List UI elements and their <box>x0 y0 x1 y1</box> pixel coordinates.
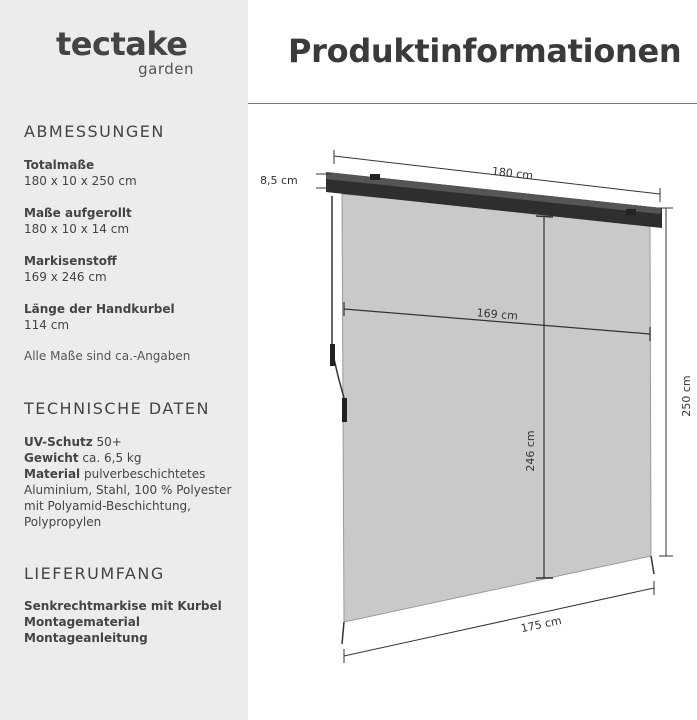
brand-sub: garden <box>138 60 194 78</box>
label-total-height: 250 cm <box>680 375 693 417</box>
delivery-item: Senkrechtmarkise mit Kurbel <box>24 599 222 613</box>
uv-value: 50+ <box>96 435 122 449</box>
brand-logo <box>56 25 196 78</box>
uv-row <box>24 434 239 450</box>
bottom-fixing-right <box>651 556 654 574</box>
crank-joint <box>330 344 335 366</box>
label-top-width: 180 cm <box>491 164 534 183</box>
spec-label: Totalmaße <box>24 158 95 172</box>
spec-item <box>24 253 234 285</box>
delivery-item: Montagematerial <box>24 615 141 629</box>
label-depth: 8,5 cm <box>260 174 298 187</box>
weight-row <box>24 450 239 466</box>
spec-value: 180 x 10 x 14 cm <box>24 222 130 236</box>
weight-label: Gewicht <box>24 451 79 465</box>
spec-value: 169 x 246 cm <box>24 270 107 284</box>
weight-value: ca. 6,5 kg <box>82 451 142 465</box>
spec-label: Länge der Handkurbel <box>24 302 175 316</box>
spec-label: Markisenstoff <box>24 254 117 268</box>
delivery-item: Montageanleitung <box>24 631 148 645</box>
bracket-right <box>626 209 636 215</box>
spec-item <box>24 301 234 333</box>
bracket-left <box>370 174 380 180</box>
label-bottom-width: 175 cm <box>519 613 563 636</box>
uv-label: UV-Schutz <box>24 435 93 449</box>
section-heading-dimensions: ABMESSUNGEN <box>24 122 165 141</box>
page-title: Produktinformationen <box>288 32 682 70</box>
delivery-list <box>24 598 222 646</box>
spec-value: 114 cm <box>24 318 70 332</box>
spec-value: 180 x 10 x 250 cm <box>24 174 137 188</box>
crank-handle <box>342 398 347 422</box>
material-row <box>24 466 239 530</box>
product-diagram <box>248 104 697 720</box>
spec-label: Maße aufgerollt <box>24 206 132 220</box>
label-fabric-width: 169 cm <box>476 306 519 323</box>
material-label: Material <box>24 467 81 481</box>
fabric-height-cap-top <box>536 216 553 217</box>
label-fabric-height: 246 cm <box>524 430 537 472</box>
bottom-fixing-left <box>342 622 344 644</box>
fabric-panel <box>342 194 651 622</box>
dimensions-note: Alle Maße sind ca.-Angaben <box>24 349 191 363</box>
section-heading-delivery: LIEFERUMFANG <box>24 564 165 583</box>
section-heading-technical: TECHNISCHE DATEN <box>24 399 210 418</box>
spec-item <box>24 205 234 237</box>
spec-item <box>24 157 234 189</box>
technical-specs <box>24 434 239 530</box>
brand-name: tectake <box>56 25 188 63</box>
material-value: pulverbeschichtetes Aluminium, Stahl, 100 % Polyester mit Polyamid-Beschichtung, Polypropylen <box>24 467 232 529</box>
